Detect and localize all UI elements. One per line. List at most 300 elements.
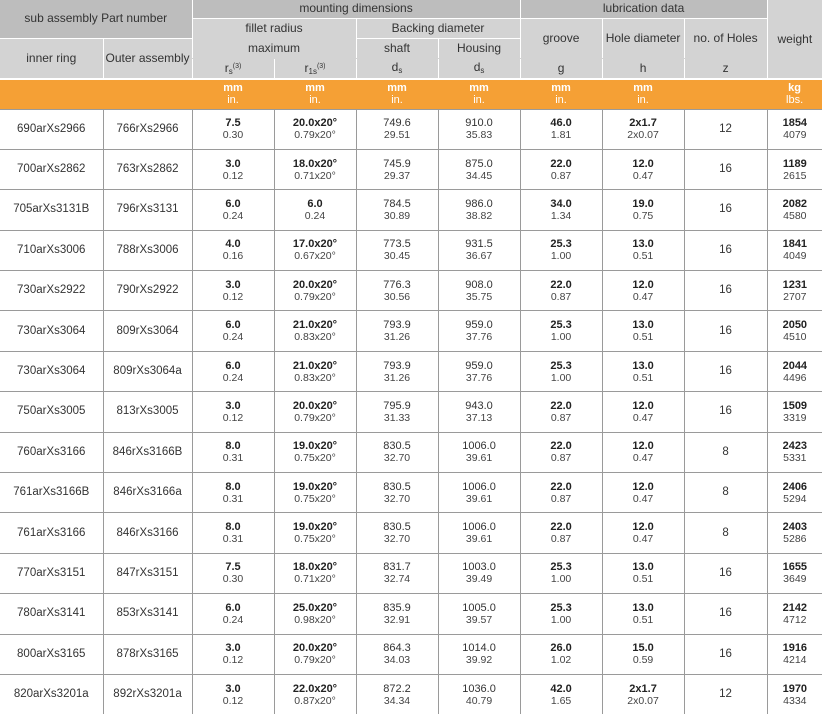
Ds-cell-imperial: 40.79 — [465, 694, 493, 707]
rs-cell-metric: 3.0 — [225, 399, 241, 412]
ds-cell — [356, 190, 438, 230]
rs-cell — [192, 392, 274, 432]
unit-Ds: mm in. — [438, 79, 520, 109]
ds-cell-imperial: 31.33 — [383, 411, 411, 424]
rs-cell-imperial: 0.12 — [222, 290, 244, 303]
r1s-cell — [274, 634, 356, 674]
groove-cell-imperial: 1.00 — [550, 613, 572, 626]
hole-diameter-cell-imperial: 0.47 — [632, 411, 654, 424]
weight-cell-metric: 2406 — [782, 480, 808, 493]
Ds-symbol: $d_s$ — [438, 59, 520, 79]
table-row — [0, 432, 822, 472]
groove-cell-imperial: 0.87 — [550, 411, 572, 424]
Ds-cell-metric: 1006.0 — [462, 521, 496, 534]
Ds-cell — [438, 311, 520, 351]
unit-ds: mm in. — [356, 79, 438, 109]
ds-cell-imperial: 30.89 — [383, 209, 411, 222]
ds-cell — [356, 674, 438, 714]
weight-cell-metric: 1189 — [782, 157, 807, 170]
r1s-cell — [274, 190, 356, 230]
ds-cell — [356, 149, 438, 189]
outer-assembly-cell: 796rXs3131 — [103, 190, 192, 230]
table-row — [0, 109, 822, 149]
r1s-cell-metric: 20.0x20° — [292, 117, 338, 130]
r1s-cell-metric: 25.0x20° — [292, 601, 338, 614]
unit-h: mm in. — [602, 79, 684, 109]
no-holes-cell: 8 — [684, 513, 767, 553]
Ds-cell-metric: 931.5 — [465, 238, 493, 251]
inner-ring-cell: 800arXs3165 — [0, 634, 103, 674]
weight-cell-imperial: 2615 — [783, 169, 807, 182]
hole-diameter-cell-metric: 15.0 — [632, 642, 654, 655]
groove-cell-imperial: 1.65 — [550, 694, 572, 707]
Ds-cell — [438, 634, 520, 674]
groove-header: groove — [520, 18, 602, 58]
inner-ring-cell: 761arXs3166B — [0, 473, 103, 513]
hole-diameter-cell-imperial: 0.51 — [632, 371, 654, 384]
outer-assembly-cell: 846rXs3166B — [103, 432, 192, 472]
hole-diameter-cell-metric: 12.0 — [632, 399, 654, 412]
groove-cell — [520, 674, 602, 714]
table-row — [0, 634, 822, 674]
weight-cell-imperial: 5286 — [783, 533, 807, 546]
table-row — [0, 473, 822, 513]
rs-cell — [192, 311, 274, 351]
rs-cell-metric: 7.5 — [225, 561, 241, 574]
groove-cell-metric: 25.3 — [550, 561, 572, 574]
rs-cell-imperial: 0.12 — [222, 169, 244, 182]
ds-cell — [356, 109, 438, 149]
rs-cell-imperial: 0.31 — [222, 492, 244, 505]
r1s-cell-metric: 20.0x20° — [292, 399, 338, 412]
ds-cell-metric: 830.5 — [383, 521, 411, 534]
ds-cell-imperial: 32.70 — [383, 533, 411, 546]
weight-cell-imperial: 5294 — [783, 492, 807, 505]
weight-cell-imperial: 4049 — [783, 250, 807, 263]
r1s-cell — [274, 230, 356, 270]
r1s-cell-imperial: 0.71x20° — [294, 169, 336, 182]
Ds-cell-imperial: 39.61 — [465, 492, 493, 505]
rs-cell — [192, 473, 274, 513]
table-row — [0, 230, 822, 270]
weight-cell — [767, 432, 822, 472]
weight-cell — [767, 513, 822, 553]
weight-cell — [767, 149, 822, 189]
groove-cell-metric: 22.0 — [550, 440, 572, 453]
rs-cell — [192, 634, 274, 674]
inner-ring-cell: 730arXs2922 — [0, 271, 103, 311]
ds-cell-metric: 830.5 — [383, 440, 411, 453]
outer-assembly-cell: 766rXs2966 — [103, 109, 192, 149]
rs-cell-metric: 6.0 — [225, 601, 241, 614]
inner-ring-cell: 705arXs3131B — [0, 190, 103, 230]
hole-diameter-cell-metric: 2x1.7 — [629, 117, 657, 130]
hole-diameter-cell-metric: 12.0 — [632, 278, 654, 291]
hole-diameter-cell-imperial: 2x0.07 — [627, 129, 659, 142]
outer-assembly-cell: 878rXs3165 — [103, 634, 192, 674]
weight-cell-metric: 2142 — [782, 601, 808, 614]
table-row — [0, 594, 822, 634]
hole-diameter-cell — [602, 513, 684, 553]
r1s-cell — [274, 149, 356, 189]
rs-cell — [192, 109, 274, 149]
table-row — [0, 311, 822, 351]
r1s-cell-imperial: 0.71x20° — [294, 573, 336, 586]
Ds-cell — [438, 109, 520, 149]
table-row — [0, 674, 822, 714]
groove-cell — [520, 149, 602, 189]
table-row — [0, 513, 822, 553]
no-holes-cell: 16 — [684, 149, 767, 189]
groove-cell-imperial: 0.87 — [550, 492, 572, 505]
hole-diameter-cell-imperial: 0.51 — [632, 573, 654, 586]
hole-diameter-cell-metric: 19.0 — [632, 197, 654, 210]
r1s-cell — [274, 553, 356, 593]
hole-diameter-cell-metric: 13.0 — [632, 319, 654, 332]
hole-diameter-cell — [602, 432, 684, 472]
rs-cell — [192, 594, 274, 634]
weight-cell-metric: 1655 — [782, 561, 808, 574]
outer-assembly-cell: 846rXs3166a — [103, 473, 192, 513]
weight-cell-imperial: 4496 — [783, 371, 807, 384]
ds-cell-imperial: 32.91 — [383, 613, 411, 626]
Ds-cell-metric: 1006.0 — [462, 440, 496, 453]
rs-cell — [192, 351, 274, 391]
Ds-cell — [438, 594, 520, 634]
hole-diameter-cell — [602, 674, 684, 714]
hole-diameter-cell-metric: 13.0 — [632, 601, 654, 614]
groove-cell — [520, 230, 602, 270]
hole-diameter-cell — [602, 149, 684, 189]
rs-cell-imperial: 0.16 — [222, 250, 244, 263]
groove-cell-metric: 22.0 — [550, 480, 572, 493]
ds-cell-metric: 749.6 — [383, 117, 411, 130]
ds-cell — [356, 392, 438, 432]
groove-cell-imperial: 1.00 — [550, 371, 572, 384]
groove-cell-imperial: 1.00 — [550, 331, 572, 344]
weight-cell — [767, 473, 822, 513]
r1s-cell-metric: 19.0x20° — [292, 521, 338, 534]
groove-cell — [520, 594, 602, 634]
hole-diameter-cell — [602, 311, 684, 351]
ds-cell-metric: 784.5 — [383, 197, 411, 210]
rs-cell-metric: 6.0 — [225, 319, 241, 332]
groove-cell-imperial: 0.87 — [550, 290, 572, 303]
weight-cell — [767, 190, 822, 230]
r1s-cell-imperial: 0.83x20° — [294, 331, 336, 344]
r1s-symbol: $r_{1s}^{(3)}$ — [274, 59, 356, 79]
groove-cell-metric: 22.0 — [550, 399, 572, 412]
table-row — [0, 553, 822, 593]
Ds-cell-metric: 1005.0 — [462, 601, 496, 614]
Ds-cell-imperial: 34.45 — [465, 169, 493, 182]
Ds-cell-metric: 1014.0 — [462, 642, 496, 655]
hole-diameter-cell — [602, 271, 684, 311]
weight-cell — [767, 109, 822, 149]
groove-cell-metric: 46.0 — [550, 117, 572, 130]
ds-cell — [356, 271, 438, 311]
weight-cell — [767, 230, 822, 270]
table-row — [0, 351, 822, 391]
r1s-cell-imperial: 0.79x20° — [294, 654, 336, 667]
groove-cell — [520, 109, 602, 149]
r1s-cell-imperial: 0.79x20° — [294, 411, 336, 424]
hole-diameter-cell-imperial: 0.51 — [632, 250, 654, 263]
r1s-cell — [274, 473, 356, 513]
no-holes-cell: 8 — [684, 473, 767, 513]
inner-ring-cell: 750arXs3005 — [0, 392, 103, 432]
no-holes-cell: 16 — [684, 392, 767, 432]
lubrication-data-header: lubrication data — [520, 0, 767, 18]
groove-cell-metric: 25.3 — [550, 319, 572, 332]
weight-cell-metric: 1854 — [782, 117, 808, 130]
ds-cell-imperial: 30.56 — [383, 290, 411, 303]
Ds-cell — [438, 513, 520, 553]
no-holes-cell: 16 — [684, 311, 767, 351]
r1s-cell — [274, 594, 356, 634]
r1s-cell — [274, 392, 356, 432]
outer-assembly-cell: 847rXs3151 — [103, 553, 192, 593]
ds-cell-metric: 795.9 — [383, 399, 411, 412]
r1s-cell-metric: 20.0x20° — [292, 278, 338, 291]
rs-cell-metric: 3.0 — [225, 157, 241, 170]
table-row — [0, 271, 822, 311]
Ds-cell-imperial: 35.83 — [465, 129, 493, 142]
weight-cell — [767, 392, 822, 432]
groove-cell-metric: 25.3 — [550, 359, 572, 372]
hole-diameter-cell — [602, 594, 684, 634]
weight-cell-imperial: 4079 — [783, 129, 807, 142]
rs-cell-metric: 3.0 — [225, 682, 241, 695]
unit-g: mm in. — [520, 79, 602, 109]
weight-cell-metric: 1841 — [782, 238, 808, 251]
g-symbol: g — [520, 59, 602, 79]
outer-assembly-cell: 892rXs3201a — [103, 674, 192, 714]
r1s-cell-metric: 21.0x20° — [292, 319, 338, 332]
rs-cell-metric: 8.0 — [225, 521, 241, 534]
Ds-cell-metric: 908.0 — [465, 278, 493, 291]
no-holes-cell: 16 — [684, 230, 767, 270]
weight-cell — [767, 271, 822, 311]
ds-cell-imperial: 30.45 — [383, 250, 411, 263]
groove-cell — [520, 432, 602, 472]
weight-cell-metric: 1231 — [782, 278, 808, 291]
ds-cell-imperial: 32.70 — [383, 452, 411, 465]
weight-cell-metric: 1509 — [782, 399, 808, 412]
Ds-cell — [438, 432, 520, 472]
hole-diameter-cell-imperial: 0.47 — [632, 492, 654, 505]
no-holes-header: no. of Holes — [684, 18, 767, 58]
r1s-cell-imperial: 0.75x20° — [294, 533, 336, 546]
ds-cell — [356, 634, 438, 674]
hole-diameter-cell — [602, 351, 684, 391]
outer-assembly-cell: 809rXs3064a — [103, 351, 192, 391]
hole-diameter-cell-metric: 12.0 — [632, 480, 654, 493]
rs-cell-imperial: 0.30 — [222, 129, 244, 142]
weight-cell-imperial: 5331 — [783, 452, 807, 465]
inner-ring-cell: 780arXs3141 — [0, 594, 103, 634]
weight-cell — [767, 553, 822, 593]
hole-diameter-cell — [602, 634, 684, 674]
ds-cell-metric: 872.2 — [383, 682, 411, 695]
outer-assembly-cell: 846rXs3166 — [103, 513, 192, 553]
groove-cell — [520, 392, 602, 432]
hole-diameter-cell — [602, 473, 684, 513]
weight-cell-imperial: 4510 — [783, 331, 807, 344]
mounting-dimensions-header: mounting dimensions — [192, 0, 520, 18]
hole-diameter-cell-imperial: 0.47 — [632, 290, 654, 303]
Ds-cell-metric: 1003.0 — [462, 561, 496, 574]
r1s-cell-imperial: 0.79x20° — [294, 129, 336, 142]
ds-cell-metric: 745.9 — [383, 157, 411, 170]
Ds-cell — [438, 190, 520, 230]
weight-cell — [767, 594, 822, 634]
Ds-cell-metric: 1006.0 — [462, 480, 496, 493]
ds-cell — [356, 513, 438, 553]
rs-cell-imperial: 0.12 — [222, 411, 244, 424]
inner-ring-cell: 770arXs3151 — [0, 553, 103, 593]
ds-cell — [356, 473, 438, 513]
rs-cell — [192, 271, 274, 311]
hole-diameter-cell-imperial: 2x0.07 — [627, 694, 659, 707]
inner-ring-cell: 690arXs2966 — [0, 109, 103, 149]
Ds-cell — [438, 271, 520, 311]
groove-cell-metric: 42.0 — [550, 682, 572, 695]
r1s-cell-metric: 6.0 — [307, 197, 323, 210]
r1s-cell — [274, 674, 356, 714]
hole-diameter-cell-metric: 12.0 — [632, 440, 654, 453]
rs-cell-metric: 6.0 — [225, 359, 241, 372]
groove-cell-imperial: 1.34 — [550, 209, 572, 222]
groove-cell — [520, 473, 602, 513]
maximum-header: maximum — [192, 38, 356, 58]
weight-cell-metric: 1970 — [782, 682, 808, 695]
outer-assembly-cell: 809rXs3064 — [103, 311, 192, 351]
ds-cell-imperial: 31.26 — [383, 371, 411, 384]
ds-cell-metric: 835.9 — [383, 601, 411, 614]
no-holes-cell: 16 — [684, 553, 767, 593]
hole-diameter-cell-imperial: 0.51 — [632, 613, 654, 626]
rs-cell-imperial: 0.12 — [222, 654, 244, 667]
table-row — [0, 392, 822, 432]
hole-diameter-cell-metric: 12.0 — [632, 157, 654, 170]
Ds-cell-imperial: 39.57 — [465, 613, 493, 626]
Ds-cell — [438, 149, 520, 189]
weight-cell-imperial: 4334 — [783, 694, 807, 707]
weight-cell — [767, 311, 822, 351]
hole-diameter-header: Hole diameter — [602, 18, 684, 58]
Ds-cell — [438, 351, 520, 391]
Ds-cell — [438, 473, 520, 513]
inner-ring-cell: 700arXs2862 — [0, 149, 103, 189]
r1s-cell-imperial: 0.87x20° — [294, 694, 336, 707]
ds-cell-imperial: 31.26 — [383, 331, 411, 344]
hole-diameter-cell-imperial: 0.59 — [632, 654, 654, 667]
r1s-cell — [274, 311, 356, 351]
hole-diameter-cell-imperial: 0.47 — [632, 533, 654, 546]
ds-cell-imperial: 34.03 — [383, 654, 411, 667]
Ds-cell — [438, 230, 520, 270]
outer-assembly-cell: 813rXs3005 — [103, 392, 192, 432]
ds-cell-metric: 776.3 — [383, 278, 411, 291]
outer-assembly-cell: 790rXs2922 — [103, 271, 192, 311]
outer-assembly-header: Outer assembly — [103, 38, 192, 79]
groove-cell-metric: 22.0 — [550, 157, 572, 170]
rs-cell-imperial: 0.24 — [222, 331, 244, 344]
rs-cell — [192, 230, 274, 270]
weight-cell — [767, 674, 822, 714]
Ds-cell-imperial: 36.67 — [465, 250, 493, 263]
hole-diameter-cell-metric: 2x1.7 — [629, 682, 657, 695]
unit-weight: kg lbs. — [767, 79, 822, 109]
r1s-cell — [274, 271, 356, 311]
inner-ring-cell: 760arXs3166 — [0, 432, 103, 472]
hole-diameter-cell — [602, 190, 684, 230]
r1s-cell-imperial: 0.75x20° — [294, 452, 336, 465]
rs-cell-metric: 3.0 — [225, 278, 241, 291]
groove-cell — [520, 634, 602, 674]
table-row — [0, 149, 822, 189]
z-symbol: z — [684, 59, 767, 79]
weight-cell-metric: 2044 — [782, 359, 808, 372]
hole-diameter-cell — [602, 230, 684, 270]
r1s-cell — [274, 351, 356, 391]
r1s-cell-metric: 17.0x20° — [292, 238, 338, 251]
Ds-cell-imperial: 37.76 — [465, 371, 493, 384]
ds-cell-imperial: 32.70 — [383, 492, 411, 505]
groove-cell-metric: 22.0 — [550, 278, 572, 291]
rs-cell-imperial: 0.24 — [222, 371, 244, 384]
weight-cell-metric: 2082 — [782, 197, 808, 210]
Ds-cell-metric: 875.0 — [465, 157, 493, 170]
groove-cell — [520, 513, 602, 553]
rs-cell — [192, 513, 274, 553]
no-holes-cell: 16 — [684, 190, 767, 230]
rs-symbol: $r_s^{(3)}$ — [192, 59, 274, 79]
weight-cell-imperial: 4214 — [783, 654, 807, 667]
r1s-cell-metric: 22.0x20° — [292, 682, 338, 695]
rs-cell-imperial: 0.12 — [222, 694, 244, 707]
no-holes-cell: 16 — [684, 634, 767, 674]
no-holes-cell: 12 — [684, 109, 767, 149]
weight-cell — [767, 351, 822, 391]
rs-cell — [192, 432, 274, 472]
inner-ring-cell: 761arXs3166 — [0, 513, 103, 553]
rs-cell-imperial: 0.24 — [222, 613, 244, 626]
r1s-cell-imperial: 0.67x20° — [294, 250, 336, 263]
ds-cell — [356, 351, 438, 391]
rs-cell-metric: 6.0 — [225, 197, 241, 210]
groove-cell — [520, 311, 602, 351]
outer-assembly-cell: 763rXs2862 — [103, 149, 192, 189]
housing-header: Housing — [438, 38, 520, 58]
r1s-cell-imperial: 0.98x20° — [294, 613, 336, 626]
ds-cell-imperial: 32.74 — [383, 573, 411, 586]
ds-cell — [356, 311, 438, 351]
weight-cell-imperial: 2707 — [783, 290, 807, 303]
hole-diameter-cell-metric: 13.0 — [632, 359, 654, 372]
Ds-cell-imperial: 35.75 — [465, 290, 493, 303]
weight-cell-imperial: 4580 — [783, 209, 807, 222]
groove-cell — [520, 271, 602, 311]
weight-cell-metric: 1916 — [782, 642, 808, 655]
Ds-cell-metric: 986.0 — [465, 197, 493, 210]
weight-cell-metric: 2423 — [782, 440, 808, 453]
outer-assembly-cell: 788rXs3006 — [103, 230, 192, 270]
inner-ring-cell: 820arXs3201a — [0, 674, 103, 714]
no-holes-cell: 12 — [684, 674, 767, 714]
hole-diameter-cell-imperial: 0.51 — [632, 331, 654, 344]
